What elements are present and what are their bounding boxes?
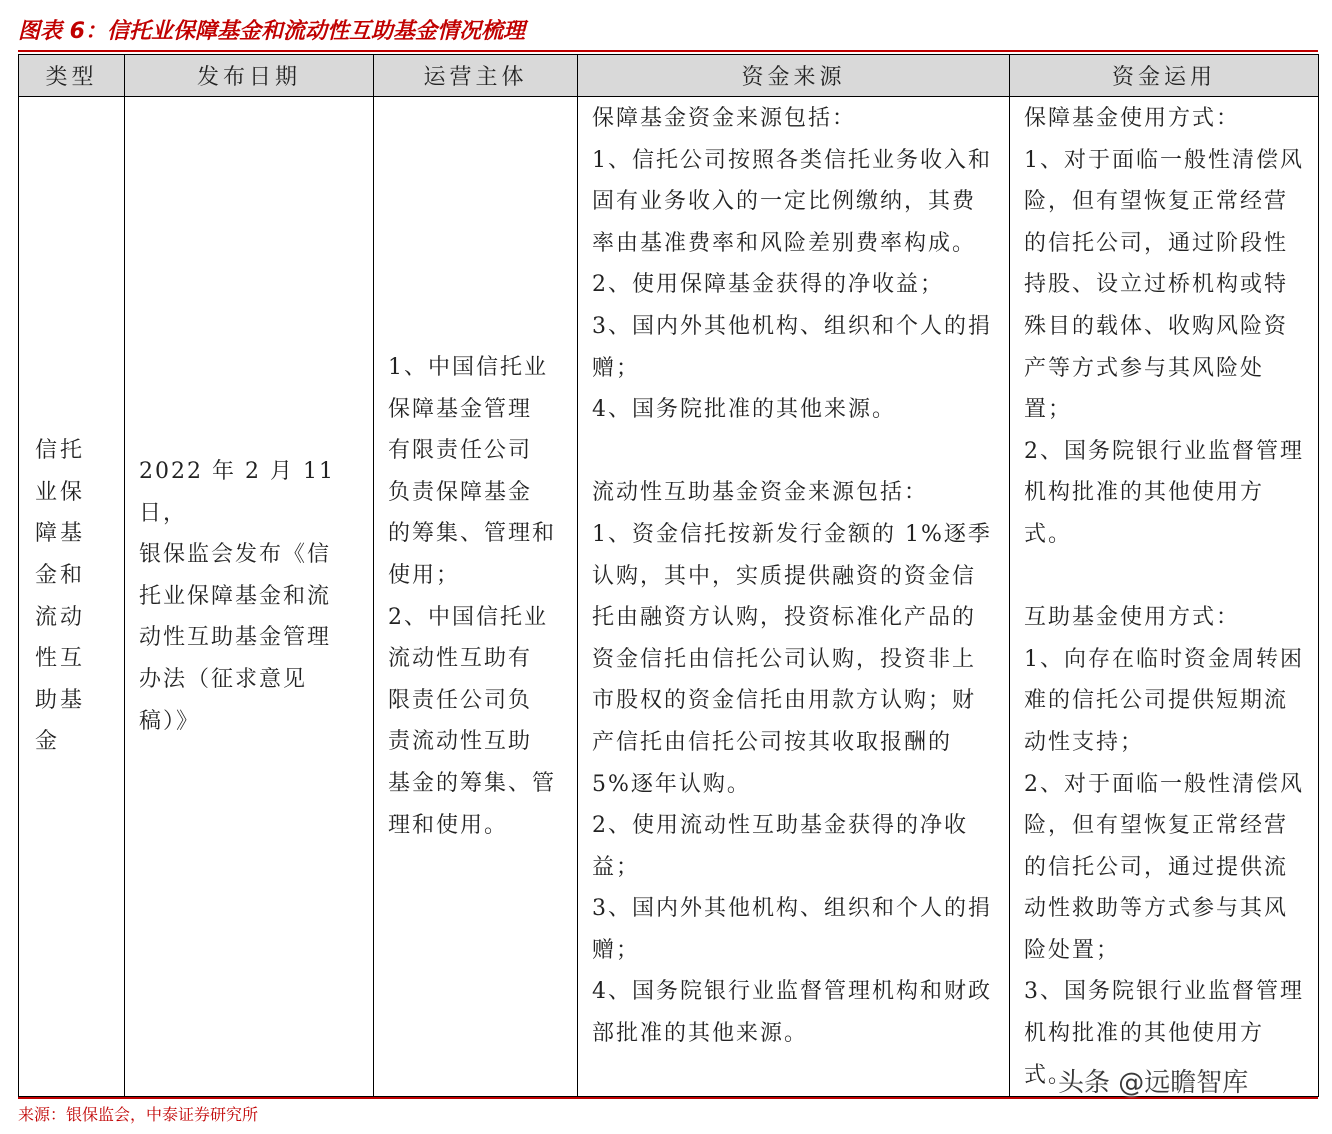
type-text: 信托 业保 障基 金和 流动 性互 助基 金 [35, 438, 86, 755]
header-sources: 资金来源 [578, 55, 1010, 97]
figure-title: 图表 6：信托业保障基金和流动性互助基金情况梳理 [18, 19, 525, 44]
protection-source-item: 2、使用保障基金获得的净收益； [592, 272, 944, 298]
table-header-row [19, 55, 1319, 97]
operator-cell [374, 97, 578, 1097]
protection-source-item: 3、国内外其他机构、组织和个人的捐赠； [592, 313, 992, 381]
operator-text: 1、中国信托业 保障基金管理 有限责任公司 负责保障基金 的筹集、管理和 使用； 2、中国信托业 流动性互助有 限责任公司负 责流动性互助 基金的筹集、管 理和使用。 [388, 355, 557, 838]
mutual-uses-heading: 互助基金使用方式： [1024, 605, 1241, 631]
section-gap [592, 431, 999, 473]
watermark-text: 头条 @远瞻智库 [1058, 1068, 1249, 1098]
header-uses: 资金运用 [1010, 55, 1319, 97]
mutual-source-item: 1、资金信托按新发行金额的 1%逐季认购，其中，实质提供融资的资金信托由融资方认购，投资标准化产品的资金信托由信托公司认购，投资非上市股权的资金信托由用款方认购；财产信托由信托公司按其收取报酬的 5%逐年认购。 [592, 521, 992, 797]
date-text: 2022 年 2 月 11 日， 银保监会发布《信 托业保障基金和流 动性互助基金管理 办法（征求意见 稿）》 [139, 459, 335, 734]
protection-source-item: 4、国务院批准的其他来源。 [592, 397, 896, 423]
table-row [19, 97, 1319, 1097]
protection-use-item: 1、对于面临一般性清偿风险，但有望恢复正常经营的信托公司，通过阶段性持股、设立过桥机构或特殊目的载体、收购风险资产等方式参与其风险处置； [1024, 147, 1304, 423]
mutual-use-item: 2、对于面临一般性清偿风险，但有望恢复正常经营的信托公司，通过提供流动性救助等方式参与其风险处置； [1024, 771, 1304, 963]
protection-use-item: 2、国务院银行业监督管理机构批准的其他使用方式。 [1024, 438, 1304, 547]
uses-cell [1010, 97, 1319, 1097]
sources-cell [578, 97, 1010, 1097]
header-date: 发布日期 [125, 55, 374, 97]
protection-sources-heading: 保障基金资金来源包括： [592, 106, 857, 131]
mutual-use-item: 3、国务院银行业监督管理机构批准的其他使用方式。 [1024, 979, 1304, 1088]
header-type: 类型 [19, 55, 125, 97]
type-cell [19, 97, 125, 1097]
title-rule [18, 50, 1318, 52]
mutual-source-item: 4、国务院银行业监督管理机构和财政部批准的其他来源。 [592, 979, 992, 1047]
mutual-sources-heading: 流动性互助基金资金来源包括： [592, 480, 929, 506]
mutual-use-item: 1、向存在临时资金周转困难的信托公司提供短期流动性支持； [1024, 646, 1304, 755]
date-cell [125, 97, 374, 1097]
info-table [18, 54, 1319, 1097]
protection-uses-heading: 保障基金使用方式： [1024, 106, 1241, 131]
source-note: 来源：银保监会，中泰证券研究所 [18, 1105, 259, 1124]
mutual-source-item: 2、使用流动性互助基金获得的净收益； [592, 813, 968, 880]
protection-source-item: 1、信托公司按照各类信托业务收入和固有业务收入的一定比例缴纳，其费率由基准费率和风险差别费率构成。 [592, 147, 992, 256]
header-operator: 运营主体 [374, 55, 578, 97]
mutual-source-item: 3、国内外其他机构、组织和个人的捐赠； [592, 896, 992, 963]
section-gap [1024, 556, 1308, 598]
